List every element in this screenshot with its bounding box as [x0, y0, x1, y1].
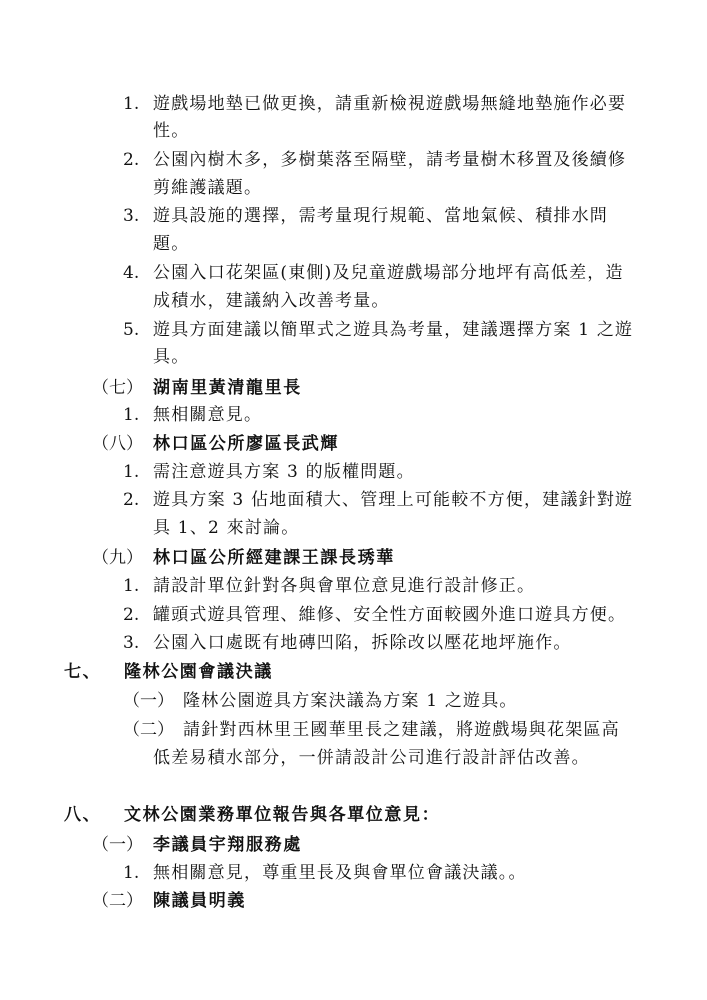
list-item-text: 具 1、2 來討論。 — [153, 518, 300, 538]
list-number: 1. — [123, 462, 140, 482]
list-item-text: 遊具設施的選擇，需考量現行規範、當地氣候、積排水問 — [153, 206, 608, 226]
list-item-text: 罐頭式遊具管理、維修、安全性方面較國外進口遊具方便。 — [153, 605, 627, 625]
section-heading: 林口區公所經建課王課長琇華 — [153, 548, 395, 568]
section-number: （二） — [92, 891, 143, 911]
section-heading: 陳議員明義 — [153, 891, 246, 911]
section-number: （七） — [92, 378, 143, 398]
list-number: 3. — [123, 633, 140, 653]
list-number: 1. — [123, 405, 140, 425]
section-heading: 李議員宇翔服務處 — [153, 835, 302, 855]
part-heading: 文林公園業務單位報告與各單位意見： — [124, 805, 441, 825]
list-number: 5. — [123, 320, 140, 340]
section-heading: 湖南里黃清龍里長 — [153, 378, 302, 398]
list-number: 1. — [123, 863, 140, 883]
list-item-text: 無相關意見。 — [153, 405, 263, 425]
list-item-text: 題。 — [153, 234, 190, 254]
part-heading: 隆林公園會議決議 — [124, 662, 273, 682]
list-number: 2. — [123, 490, 140, 510]
list-number: 2. — [123, 150, 140, 170]
list-item-text: 請設計單位針對各與會單位意見進行設計修正。 — [153, 576, 536, 596]
list-item-text: 具。 — [153, 347, 190, 367]
list-item-text: 成積水，建議納入改善考量。 — [153, 291, 390, 311]
list-number: 1. — [123, 576, 140, 596]
list-item-text: 公園入口處既有地磚凹陷，拆除改以壓花地坪施作。 — [153, 633, 572, 653]
list-item-text: 無相關意見，尊重里長及與會單位會議決議。。 — [153, 863, 527, 883]
resolution-text: 請針對西林里王國華里長之建議，將遊戲場與花架區高 — [183, 720, 620, 740]
list-number: 3. — [123, 206, 140, 226]
section-number: （一） — [92, 835, 143, 855]
list-number: 4. — [123, 263, 140, 283]
part-number: 八、 — [64, 805, 102, 825]
list-item-text: 性。 — [153, 121, 190, 141]
list-item-text: 遊具方面建議以簡單式之遊具為考量，建議選擇方案 1 之遊 — [153, 320, 634, 340]
section-number: （九） — [92, 548, 143, 568]
list-number: 2. — [123, 605, 140, 625]
resolution-text: 低差易積水部分，一併請設計公司進行設計評估改善。 — [153, 748, 590, 768]
section-heading: 林口區公所廖區長武輝 — [153, 434, 339, 454]
part-number: 七、 — [64, 662, 102, 682]
list-item-text: 遊戲場地墊已做更換，請重新檢視遊戲場無縫地墊施作必要 — [153, 94, 627, 114]
subsection-number: （一） — [123, 691, 174, 711]
list-item-text: 公園內樹木多，多樹葉落至隔壁，請考量樹木移置及後續修 — [153, 150, 627, 170]
list-item-text: 剪維護議題。 — [153, 178, 263, 198]
list-item-text: 需注意遊具方案 3 的版權問題。 — [153, 462, 415, 482]
subsection-number: （二） — [123, 720, 174, 740]
list-item-text: 遊具方案 3 佔地面積大、管理上可能較不方便，建議針對遊 — [153, 490, 634, 510]
resolution-text: 隆林公園遊具方案決議為方案 1 之遊具。 — [183, 691, 518, 711]
list-item-text: 公園入口花架區(東側)及兒童遊戲場部分地坪有高低差，造 — [153, 263, 624, 283]
section-number: （八） — [92, 434, 143, 454]
list-number: 1. — [123, 94, 140, 114]
